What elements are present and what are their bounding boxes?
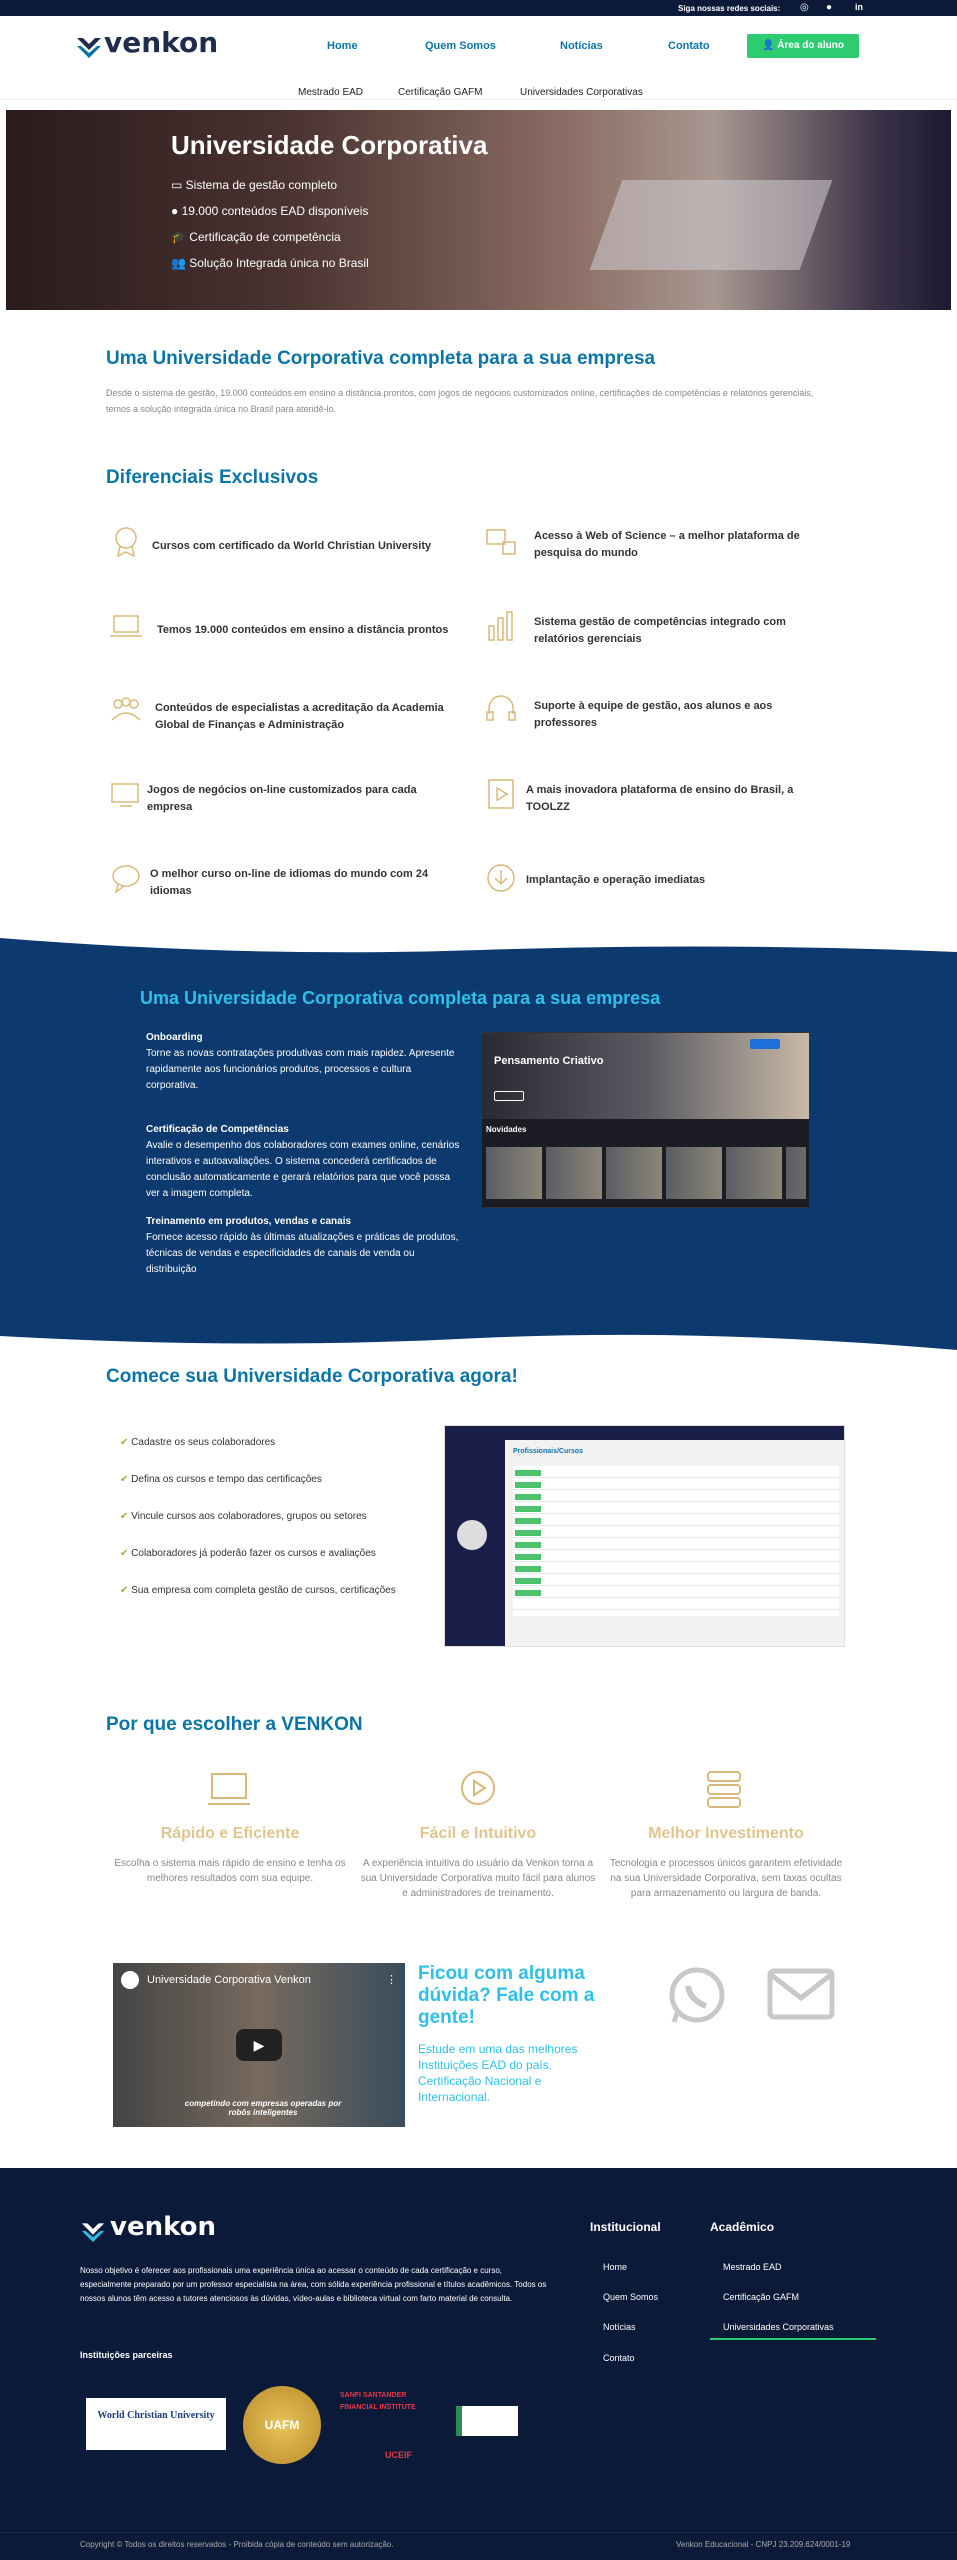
download-icon [485, 862, 517, 894]
channel-avatar [121, 1971, 139, 1989]
blue-section-title: Uma Universidade Corporativa completa para a sua empresa [140, 988, 661, 1008]
screenshot-button [750, 1039, 780, 1049]
footer-brand: venkon [110, 2212, 217, 2242]
start-item: Vincule cursos aos colaboradores, grupos ou setores [131, 1511, 367, 1522]
admin-avatar [457, 1520, 487, 1550]
block-text: Avalie o desempenho dos colaboradores com exames online, cenários interativos e autoavaliações. O sistema concederá certificados de conclusão automaticamente e gerará relatórios para que você possa ver a imagem completa. [146, 1140, 460, 1199]
hero-item: Certificação de competência [189, 230, 341, 244]
diff-item: Implantação e operação imediatas [526, 874, 706, 886]
headset-icon [485, 694, 517, 726]
footer-link-about[interactable]: Quem Somos [603, 2292, 659, 2302]
question-subtitle: Estude em uma das melhores Instituições EAD do país. Certificação Nacional e Internacional. [418, 2042, 578, 2104]
intro-text: Desde o sistema de gestão, 19.000 conteúdos em ensino a distância prontos, com jogos de negócios customizados online, certificações de competências e relatórios gerenciais, temos a solução integrada única no Brasil para atendê-lo. [106, 388, 814, 414]
email-icon[interactable] [767, 1968, 835, 2020]
student-area-label: Área do aluno [777, 40, 844, 51]
footer-link-news[interactable]: Notícias [603, 2322, 636, 2332]
diff-item: Conteúdos de especialistas a acreditação da Academia Global de Finanças e Administração [155, 702, 444, 731]
diff-title: Diferenciais Exclusivos [106, 467, 319, 488]
training-block [146, 1214, 466, 1278]
footer-link-contact[interactable]: Contato [603, 2353, 635, 2363]
top-bar [0, 0, 957, 16]
admin-screenshot [444, 1425, 845, 1647]
video-player[interactable] [113, 1963, 405, 2127]
footer-about: Nosso objetivo é oferecer aos profissionais uma experiência única ao acessar o conteúdo de cada certificação e curso, especialmente preparado por um professor especialista na área, com sólida experiência profissional e títulos acadêmicos. Todos os nossos alunos têm acesso a tutores atenciosos às dúvidas, vídeo-aulas e biblioteca virtual com farto material de consulta. [80, 2266, 547, 2303]
why-col-text: Escolha o sistema mais rápido de ensino e tenha os melhores resultados com sua equipe. [114, 1858, 346, 1884]
bar-chart-icon [485, 610, 517, 642]
nav-about[interactable]: Quem Somos [425, 40, 496, 52]
footer-link-ead[interactable]: Mestrado EAD [723, 2262, 782, 2272]
hero-banner [6, 110, 951, 310]
diff-item: Temos 19.000 conteúdos em ensino a distância prontos [157, 624, 449, 636]
video-subtitle: competindo com empresas operadas por robôs inteligentes [184, 2099, 342, 2117]
laptop-outline-icon [110, 610, 142, 642]
subnav-corp[interactable]: Universidades Corporativas [520, 87, 643, 98]
footer-divider [0, 2532, 957, 2533]
check-icon: ✔ [120, 1585, 132, 1596]
screenshot-cta [494, 1091, 524, 1101]
certificate-icon [110, 526, 142, 558]
check-icon: ✔ [120, 1511, 132, 1522]
platform-screenshot [481, 1032, 810, 1208]
start-item: Defina os cursos e tempo das certificações [131, 1474, 322, 1485]
venkon-logo-icon[interactable] [75, 30, 103, 58]
question-title: Ficou com alguma dúvida? Fale com a gente! [418, 1963, 595, 2028]
hero-item: 19.000 conteúdos EAD disponíveis [181, 204, 369, 218]
intro-title: Uma Universidade Corporativa completa para a sua empresa [106, 348, 656, 369]
diff-item: Sistema gestão de competências integrado com relatórios gerenciais [534, 616, 786, 645]
instagram-icon[interactable]: ◎ [800, 2, 809, 13]
play-button[interactable]: ▶ [236, 2029, 282, 2061]
nav-contact[interactable]: Contato [668, 40, 710, 52]
start-item: Sua empresa com completa gestão de cursos, certificações [131, 1585, 396, 1596]
laptop-icon: ▭ [171, 178, 186, 192]
block-heading: Treinamento em produtos, vendas e canais [146, 1216, 352, 1227]
partner-wcu-logo: World Christian University [86, 2398, 226, 2450]
hero-item: Sistema de gestão completo [185, 178, 338, 192]
footer-logo-icon [80, 2216, 106, 2242]
partner-sanfi-logo: SANFI SANTANDER FINANCIAL INSTITUTE [340, 2392, 416, 2411]
play-circle-icon [460, 1770, 496, 1806]
diff-item: Suporte à equipe de gestão, aos alunos e aos professores [534, 700, 773, 729]
admin-table [513, 1466, 839, 1616]
server-icon [706, 1770, 742, 1808]
why-title: Por que escolher a VENKON [106, 1714, 363, 1735]
check-icon: ✔ [120, 1548, 132, 1559]
team-icon [110, 694, 142, 726]
screenshot-thumbnails [486, 1147, 806, 1199]
footer-link-home[interactable]: Home [603, 2262, 628, 2272]
partner-uceif-logo: UCEIF [385, 2450, 412, 2460]
why-col-title: Rápido e Eficiente [160, 1825, 300, 1842]
video-title: Universidade Corporativa Venkon [147, 1974, 311, 1986]
admin-title: Profissionais/Cursos [513, 1448, 584, 1455]
why-col-title: Fácil e Intuitivo [419, 1825, 537, 1842]
certification-block [146, 1122, 466, 1202]
start-item: Colaboradores já poderão fazer os cursos e avaliações [131, 1548, 376, 1559]
onboarding-block [146, 1030, 466, 1094]
play-document-icon [485, 778, 517, 810]
hero-item: Solução Integrada única no Brasil [189, 256, 369, 270]
more-icon[interactable]: ⋮ [386, 1974, 397, 1986]
nav-news[interactable]: Notícias [560, 40, 603, 52]
acad-title: Acadêmico [710, 2220, 775, 2234]
student-area-button[interactable] [747, 34, 859, 58]
subnav-gafm[interactable]: Certificação GAFM [398, 87, 483, 98]
why-col-text: A experiência intuitiva do usuário da Venkon torna a sua Universidade Corporativa muito fácil para alunos e administradores de treinamento. [360, 1858, 596, 1899]
admin-topbar [445, 1426, 844, 1440]
screenshot-news-label: Novidades [486, 1125, 527, 1134]
diff-item: Jogos de negócios on-line customizados para cada empresa [147, 784, 417, 813]
block-heading: Certificação de Competências [146, 1124, 289, 1135]
active-link-underline [710, 2338, 876, 2340]
footer-link-corp[interactable]: Universidades Corporativas [723, 2322, 834, 2332]
hero-title: Universidade Corporativa [171, 130, 488, 160]
user-icon: 👤 [762, 40, 778, 51]
partner-uafm-logo: UAFM [243, 2386, 321, 2464]
screenshot-title: Pensamento Criativo [494, 1055, 604, 1067]
block-text: Fornece acesso rápido às últimas atualizações e práticas de produtos, técnicas de vendas e especificidades de canais de venda ou distribuição [146, 1232, 459, 1275]
start-item: Cadastre os seus colaboradores [131, 1437, 276, 1448]
block-heading: Onboarding [146, 1032, 203, 1043]
copyright: Copyright © Todos os direitos reservados - Proibida cópia de conteúdo sem autorização. [80, 2540, 394, 2549]
inst-title: Institucional [590, 2220, 661, 2234]
diff-item: A mais inovadora plataforma de ensino do Brasil, a TOOLZZ [526, 784, 794, 813]
diff-item: Acesso à Web of Science – a melhor plataforma de pesquisa do mundo [534, 530, 800, 559]
why-col-title: Melhor Investimento [648, 1825, 804, 1842]
check-icon: ✔ [120, 1474, 132, 1485]
laptop-image [590, 180, 833, 270]
footer-link-gafm[interactable]: Certificação GAFM [723, 2292, 800, 2302]
graduation-icon: 🎓 [171, 230, 190, 244]
facebook-icon[interactable]: ● [826, 2, 833, 13]
partner-unicesumar-logo [456, 2406, 518, 2436]
footer [0, 2168, 957, 2560]
check-icon: ✔ [120, 1437, 132, 1448]
users-icon: 👥 [171, 256, 190, 270]
block-text: Torne as novas contratações produtivas com mais rapidez. Apresente rapidamente aos funcionários produtos, processos e cultura corporativa. [146, 1048, 455, 1091]
diff-item: O melhor curso on-line de idiomas do mundo com 24 idiomas [150, 868, 429, 897]
subnav-ead[interactable]: Mestrado EAD [298, 87, 364, 98]
admin-status-tags [515, 1470, 541, 1600]
whatsapp-icon[interactable] [668, 1966, 726, 2024]
partners-label: Instituições parceiras [80, 2350, 173, 2360]
start-title: Comece sua Universidade Corporativa agora! [106, 1366, 518, 1387]
cnpj: Venkon Educacional - CNPJ 23.209.624/0001-19 [676, 2540, 851, 2549]
social-label: Siga nossas redes sociais: [678, 4, 781, 13]
brand-name[interactable]: venkon [104, 26, 219, 59]
speech-icon [110, 862, 142, 894]
why-col-text: Tecnologia e processos únicos garantem efetividade na sua Universidade Corporativa, sem taxas ocultas para armazenamento ou largura de banda. [609, 1858, 843, 1899]
linkedin-icon[interactable]: in [855, 2, 863, 12]
nav-home[interactable]: Home [327, 40, 358, 52]
header [0, 16, 957, 100]
laptop-icon [208, 1772, 250, 1808]
diff-item: Cursos com certificado da World Christian University [152, 540, 432, 552]
monitor-chat-icon [110, 778, 142, 810]
play-icon: ● [171, 204, 182, 218]
devices-icon [485, 526, 517, 558]
